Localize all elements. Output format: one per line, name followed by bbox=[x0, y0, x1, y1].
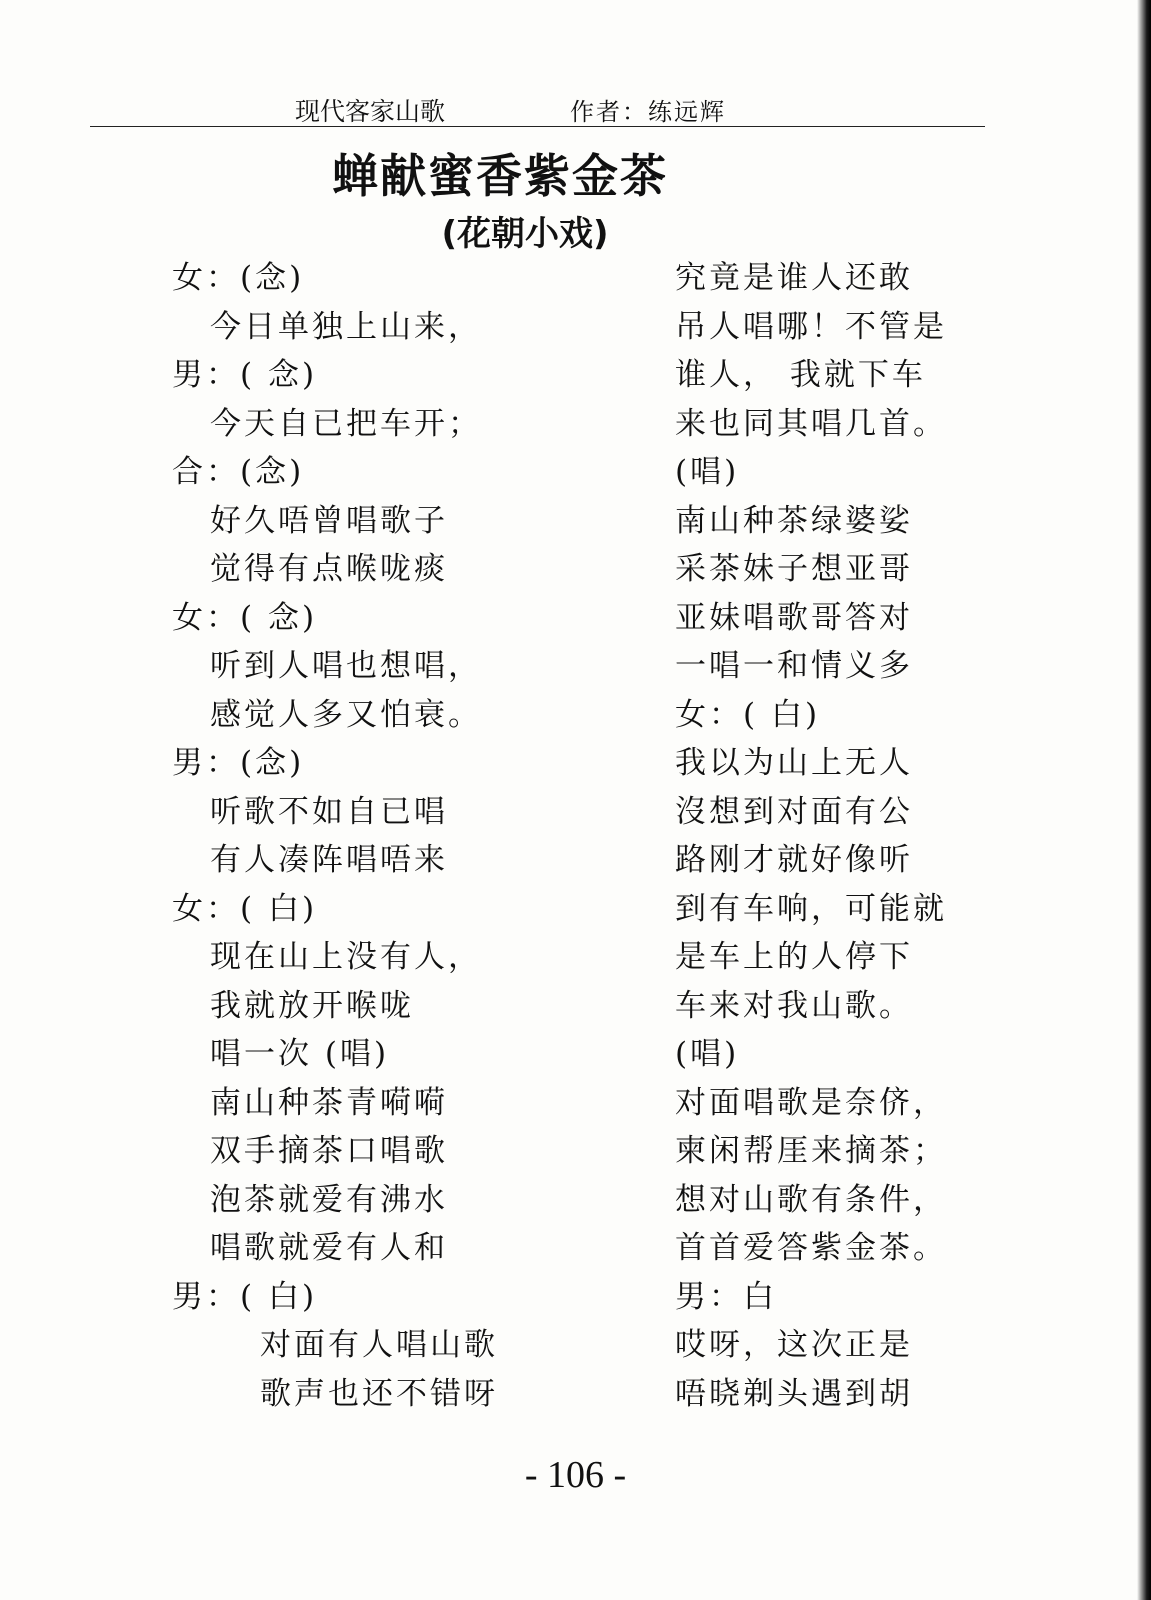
text-line: 想对山歌有条件， bbox=[675, 1181, 947, 1218]
text-line: 是车上的人停下 bbox=[675, 939, 913, 975]
text-line: 谁人， 我就下车 bbox=[675, 357, 926, 393]
text-line: 吊人唱哪！不管是 bbox=[675, 308, 947, 345]
page-number: - 106 - bbox=[524, 1454, 627, 1496]
running-header bbox=[90, 88, 985, 127]
scan-edge-shadow bbox=[1137, 0, 1151, 1600]
text-line: 唱一次 (唱) bbox=[210, 1036, 390, 1072]
text-line: 一唱一和情义多 bbox=[675, 648, 913, 684]
text-line: 女：(念) bbox=[172, 260, 305, 296]
text-line: (唱) bbox=[675, 1036, 740, 1072]
text-line: 亚妹唱歌哥答对 bbox=[675, 599, 913, 636]
text-line: 现在山上没有人， bbox=[210, 939, 482, 975]
text-line: 唔晓剃头遇到胡 bbox=[675, 1375, 913, 1412]
text-line: (唱) bbox=[675, 454, 740, 490]
text-line: 我就放开喉咙 bbox=[210, 987, 414, 1024]
text-line: 男：白 bbox=[675, 1278, 777, 1315]
text-line: 有人凑阵唱唔来 bbox=[210, 842, 448, 878]
text-line: 我以为山上无人 bbox=[675, 745, 913, 781]
text-line: 双手摘茶口唱歌 bbox=[210, 1133, 448, 1169]
text-line: 女：( 白) bbox=[675, 696, 821, 733]
text-line: 好久唔曾唱歌子 bbox=[210, 502, 448, 539]
text-line: 对面唱歌是奈侪， bbox=[675, 1084, 947, 1121]
page-subtitle: (花朝小戏) bbox=[441, 214, 609, 254]
text-line: 到有车响，可能就 bbox=[675, 890, 947, 927]
page-title: 蝉献蜜香紫金茶 bbox=[332, 149, 668, 203]
text-line: 听歌不如自已唱 bbox=[210, 793, 448, 830]
text-line: 男：(念) bbox=[172, 745, 305, 781]
text-line: 歌声也还不错呀 bbox=[260, 1375, 498, 1412]
text-line: 听到人唱也想唱， bbox=[210, 648, 482, 684]
text-line: 男：( 念) bbox=[172, 357, 318, 393]
text-line: 女：( 念) bbox=[172, 599, 318, 636]
text-line: 究竟是谁人还敢 bbox=[675, 260, 913, 296]
text-line: 车来对我山歌。 bbox=[675, 987, 913, 1024]
text-line: 合：(念) bbox=[172, 454, 305, 490]
text-line: 觉得有点喉咙痰 bbox=[210, 551, 448, 587]
text-line: 今日单独上山来， bbox=[210, 308, 482, 345]
text-line: 沒想到对面有公 bbox=[675, 793, 913, 830]
text-line: 女：( 白) bbox=[172, 890, 318, 927]
left-column bbox=[172, 254, 632, 1418]
text-line: 路刚才就好像听 bbox=[675, 842, 913, 878]
text-line: 首首爱答紫金茶。 bbox=[675, 1230, 947, 1266]
text-line: 今天自已把车开； bbox=[210, 405, 482, 442]
text-line: 哎呀，这次正是 bbox=[675, 1327, 913, 1363]
text-line: 南山种茶绿婆娑 bbox=[675, 502, 913, 539]
text-line: 对面有人唱山歌 bbox=[260, 1327, 498, 1363]
text-line: 来也同其唱几首。 bbox=[675, 405, 947, 442]
text-line: 泡茶就爱有沸水 bbox=[210, 1181, 448, 1218]
text-line: 柬闲帮厓来摘茶； bbox=[675, 1133, 947, 1169]
book-title: 现代客家山歌 bbox=[295, 97, 446, 126]
text-line: 南山种茶青嗬嗬 bbox=[210, 1084, 448, 1121]
text-line: 感觉人多又怕衰。 bbox=[210, 696, 482, 733]
author-credit: 作者：练远辉 bbox=[570, 98, 726, 126]
right-column bbox=[675, 254, 995, 1418]
text-line: 采茶妹子想亚哥 bbox=[675, 551, 913, 587]
text-line: 唱歌就爱有人和 bbox=[210, 1230, 448, 1266]
text-line: 男：( 白) bbox=[172, 1278, 318, 1315]
